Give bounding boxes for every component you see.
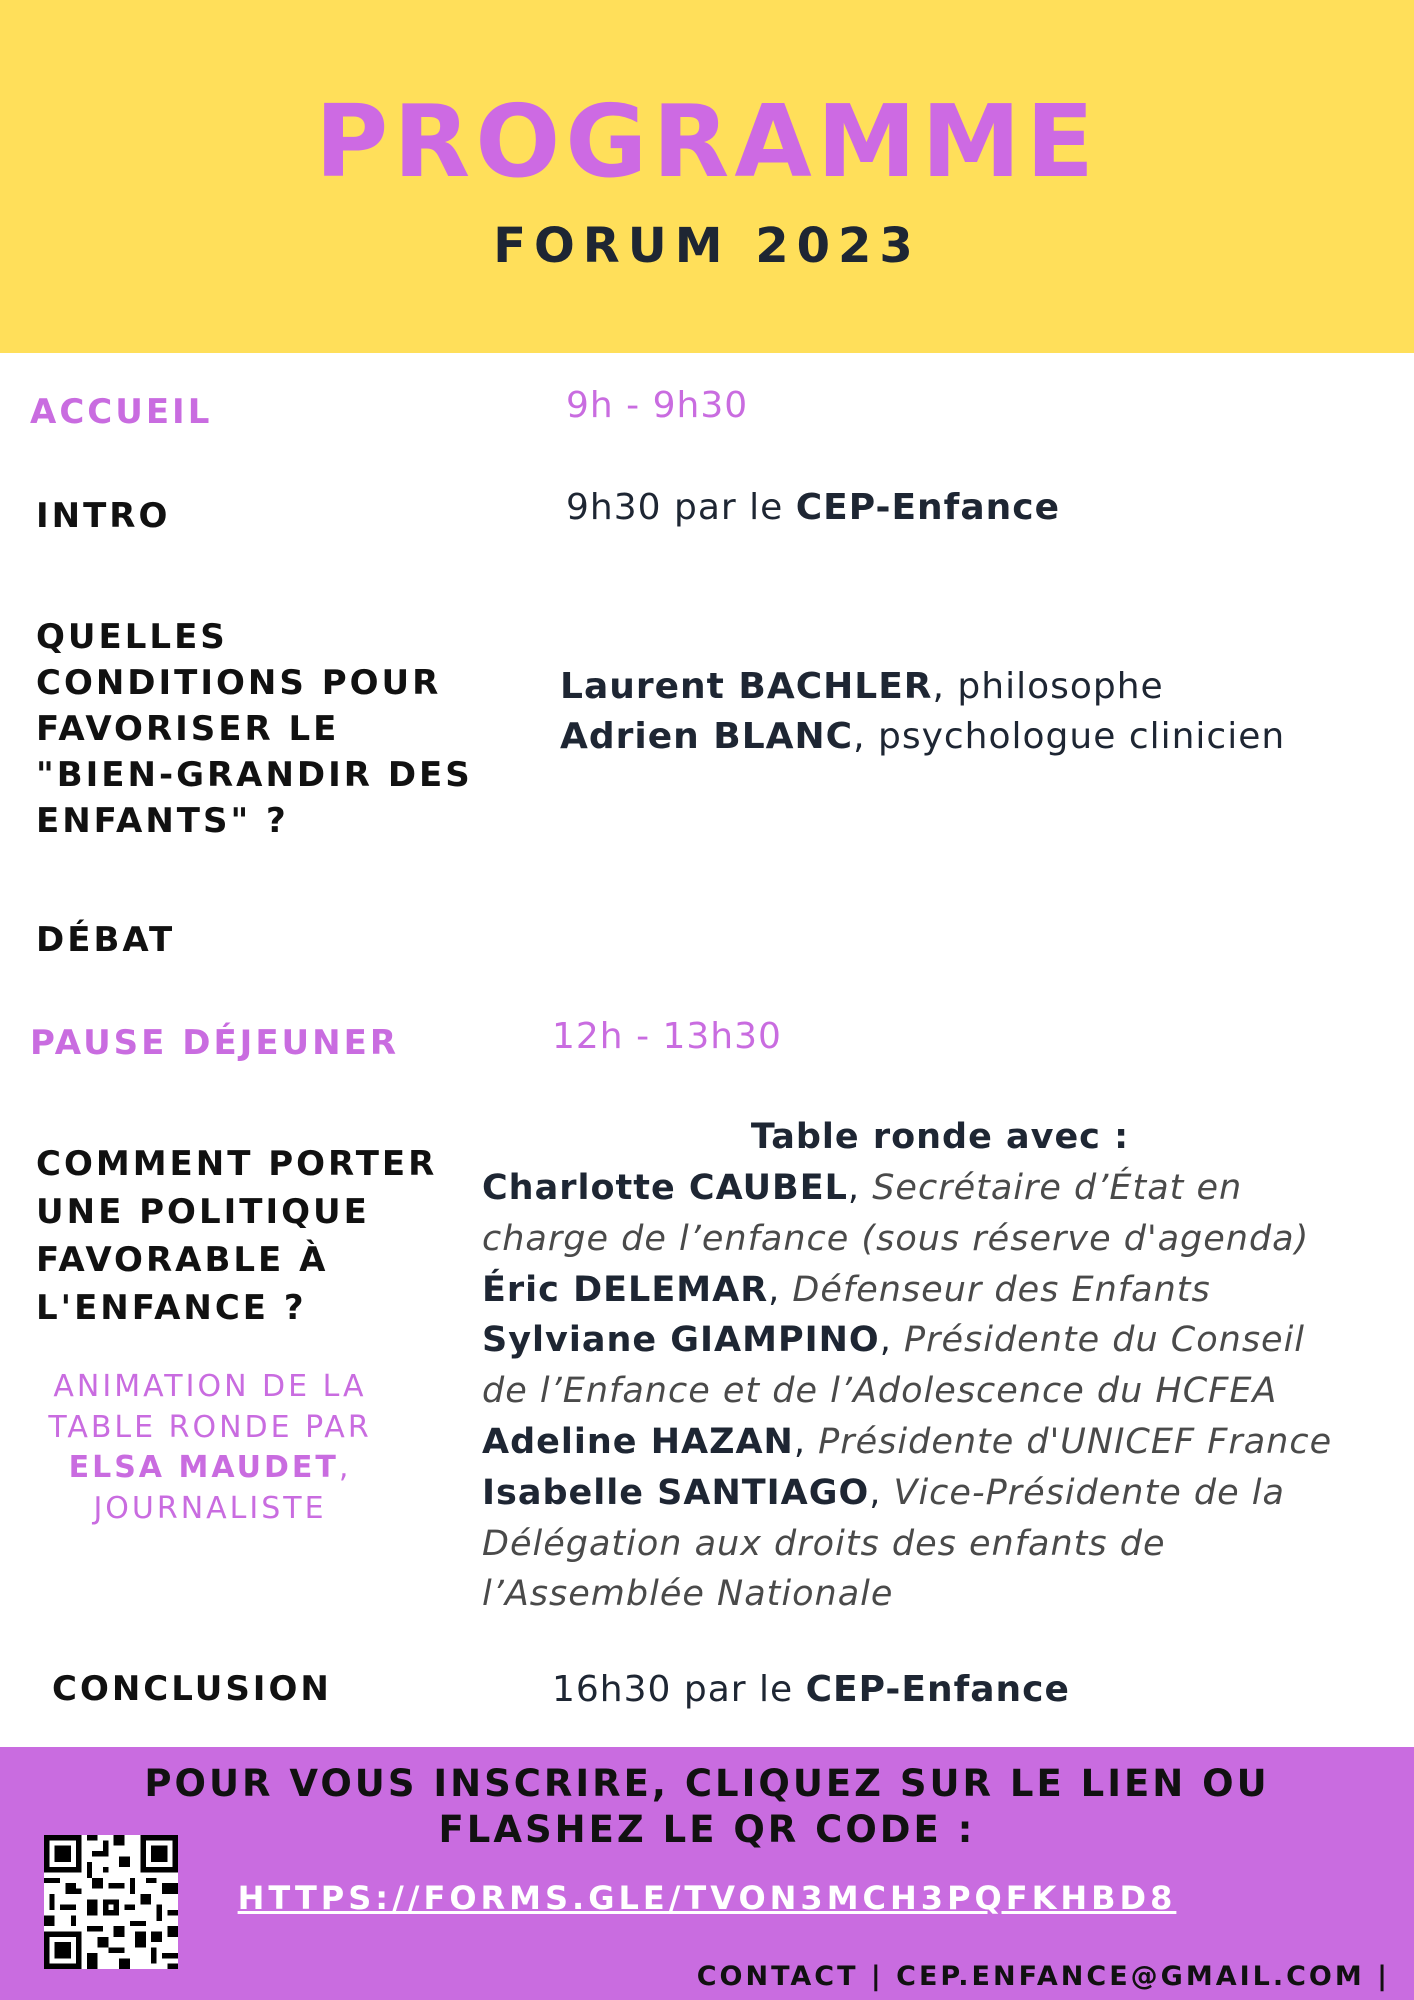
footer-cta [0, 1761, 1414, 1854]
pause-label: PAUSE DÉJEUNER [30, 1023, 400, 1063]
intro-org: CEP-Enfance [795, 487, 1060, 528]
registration-link[interactable]: HTTPS://FORMS.GLE/TVON3MCH3PQFKHBD8 [237, 1879, 1177, 1917]
table-ronde-title: Table ronde avec : [750, 1117, 1130, 1157]
participant-name: Isabelle SANTIAGO [482, 1472, 870, 1513]
quelles-label-line: FAVORISER LE [36, 708, 340, 749]
participant-role: Présidente d'UNICEF France [818, 1421, 1333, 1462]
animator-comma: , [338, 1450, 352, 1485]
accueil-label: ACCUEIL [30, 392, 213, 432]
quelles-label-line: QUELLES [36, 617, 228, 657]
quelles-label-line: "BIEN-GRANDIR DES [36, 754, 473, 795]
comment-label [36, 1140, 437, 1332]
intro-time [566, 483, 1060, 533]
speaker-role: , psychologue clinicien [853, 716, 1286, 757]
quelles-label-line: ENFANTS" ? [36, 800, 289, 841]
participant-line [482, 1265, 1332, 1316]
intro-time-text: 9h30 par le [566, 487, 796, 528]
participant-sep: , [793, 1421, 819, 1462]
participant-line [482, 1468, 1332, 1519]
participant-line [482, 1417, 1332, 1468]
footer-cta-line: POUR VOUS INSCRIRE, CLIQUEZ SUR LE LIEN OU [144, 1762, 1270, 1805]
participant-sep: , [879, 1320, 904, 1361]
comment-label-line: COMMENT PORTER [36, 1144, 438, 1184]
participant-role: Vice-Présidente de la [893, 1472, 1285, 1513]
animation-line [20, 1448, 400, 1489]
quelles-speakers [560, 662, 1285, 762]
quelles-label [36, 615, 473, 844]
participant-name: Sylviane GIAMPINO [482, 1320, 880, 1361]
participant-line [482, 1163, 1332, 1214]
pause-time: 12h - 13h30 [552, 1016, 782, 1057]
intro-label: INTRO [36, 496, 171, 536]
comment-label-line: FAVORABLE À [36, 1240, 329, 1280]
participant-name: Adeline HAZAN [482, 1421, 794, 1462]
speaker-name: Laurent BACHLER [560, 666, 933, 707]
comment-label-line: L'ENFANCE ? [36, 1288, 307, 1328]
quelles-label-line: CONDITIONS POUR [36, 662, 442, 703]
participant-role: Secrétaire d’État en [872, 1168, 1243, 1208]
footer-cta-line: FLASHEZ LE QR CODE : [438, 1808, 976, 1852]
conclusion-org: CEP-Enfance [805, 1669, 1070, 1710]
participants-list [482, 1163, 1332, 1620]
participant-role: Présidente du Conseil [903, 1320, 1306, 1361]
participant-sep: , [869, 1472, 894, 1513]
conclusion-time [552, 1665, 1070, 1715]
speaker-row [560, 662, 1285, 712]
conclusion-time-text: 16h30 par le [552, 1669, 806, 1710]
conclusion-label: CONCLUSION [52, 1669, 332, 1709]
animation-line: ANIMATION DE LA [53, 1369, 367, 1404]
contact-info: CONTACT | CEP.ENFANCE@GMAIL.COM | [696, 1961, 1390, 1992]
speaker-row [560, 712, 1285, 762]
animation-credit [20, 1367, 400, 1529]
participant-sep: , [768, 1269, 793, 1310]
participant-sep: , [847, 1168, 873, 1208]
page-title: PROGRAMME [314, 83, 1100, 200]
speaker-name: Adrien BLANC [560, 716, 854, 757]
participant-role: Défenseur des Enfants [792, 1269, 1211, 1310]
participant-role: l’Assemblée Nationale [482, 1574, 894, 1615]
participant-line [482, 1315, 1332, 1366]
participant-role: charge de l’enfance (sous réserve d'agenda) [482, 1218, 1310, 1259]
comment-label-line: UNE POLITIQUE [36, 1192, 370, 1232]
animation-line: JOURNALISTE [93, 1490, 327, 1526]
speaker-role: , philosophe [932, 666, 1164, 707]
participant-role: de l’Enfance et de l’Adolescence du HCFEA [482, 1371, 1278, 1412]
participant-name: Éric DELEMAR [482, 1269, 769, 1310]
accueil-time: 9h - 9h30 [566, 385, 749, 426]
participant-role: Délégation aux droits des enfants de [482, 1523, 1166, 1564]
participant-name: Charlotte CAUBEL [482, 1168, 848, 1208]
animation-line: TABLE RONDE PAR [48, 1409, 372, 1445]
page-subtitle: FORUM 2023 [493, 218, 921, 274]
debat-label: DÉBAT [36, 920, 176, 960]
animator-name: ELSA MAUDET [68, 1450, 339, 1485]
